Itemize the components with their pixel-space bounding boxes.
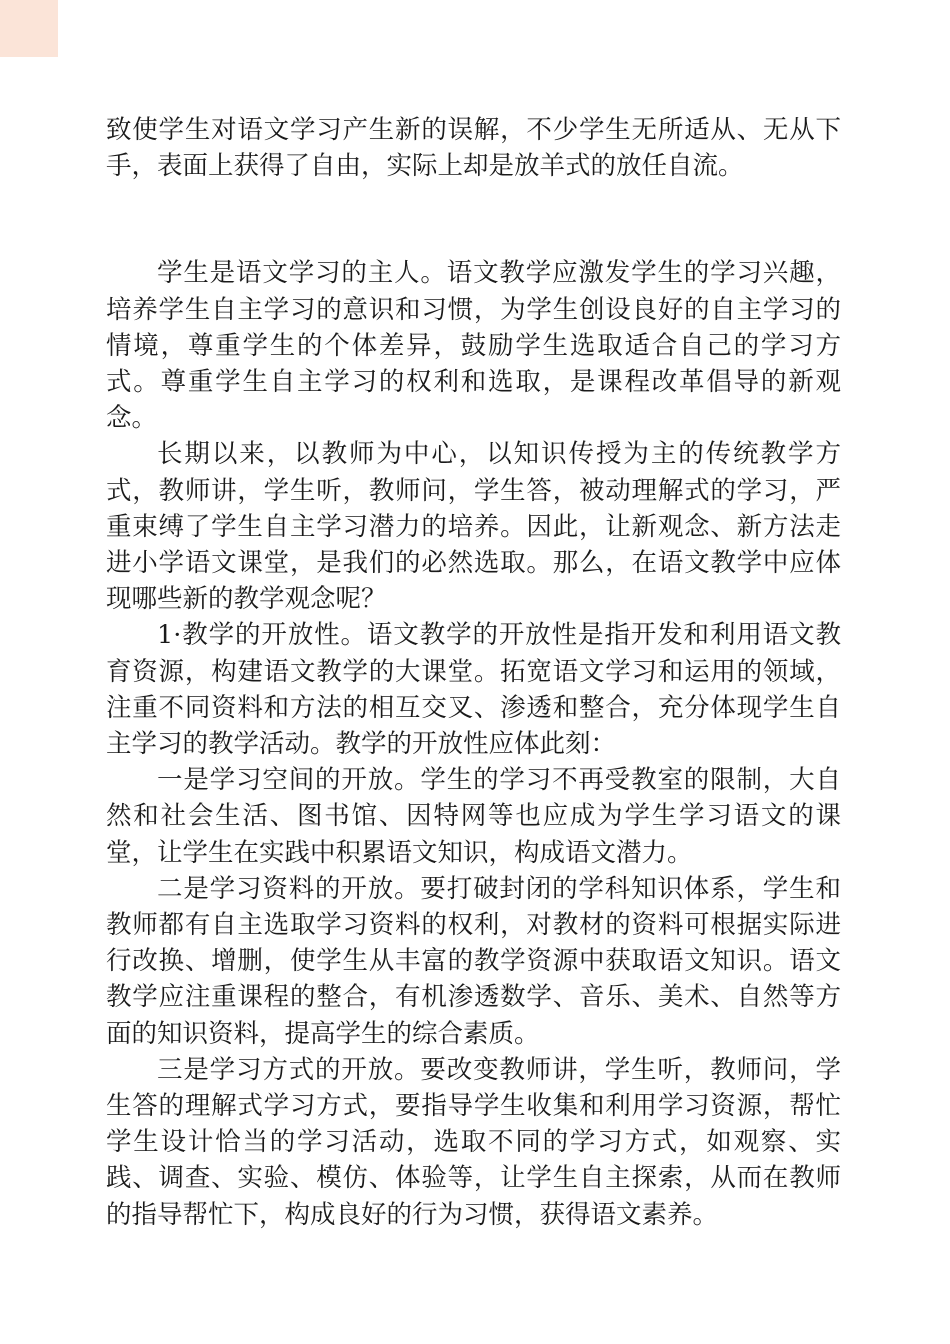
corner-decoration — [0, 0, 58, 57]
paragraph-continuation: 致使学生对语文学习产生新的误解，不少学生无所适从、无从下手，表面上获得了自由，实际上却是放羊式的放任自流。 — [106, 115, 841, 182]
document-body — [106, 112, 841, 1233]
paragraph-student-master: 学生是语文学习的主人。语文教学应激发学生的学习兴趣，培养学生自主学习的意识和习惯，为学生创设良好的自主学习的情境，尊重学生的个体差异，鼓励学生选取适合自己的学习方式。尊重学生自主学习的权利和选取，是课程改革倡导的新观念。 — [106, 258, 841, 434]
paragraph-open-space: 一是学习空间的开放。学生的学习不再受教室的限制，大自然和社会生活、图书馆、因特网等也应成为学生学习语文的课堂，让学生在实践中积累语文知识，构成语文潜力。 — [106, 765, 841, 868]
paragraph-gap — [106, 184, 841, 255]
paragraph-open-materials: 二是学习资料的开放。要打破封闭的学科知识体系，学生和教师都有自主选取学习资料的权利，对教材的资料可根据实际进行改换、增删，使学生从丰富的教学资源中获取语文知识。语文教学应注重课程的整合，有机渗透数学、音乐、美术、自然等方面的知识资料，提高学生的综合素质。 — [106, 873, 841, 1049]
paragraph-open-methods: 三是学习方式的开放。要改变教师讲，学生听，教师问，学生答的理解式学习方式，要指导学生收集和利用学习资源，帮忙学生设计恰当的学习活动，选取不同的学习方式，如观察、实践、调查、实验、模仿、体验等，让学生自主探索，从而在教师的指导帮忙下，构成良好的行为习惯，获得语文素养。 — [106, 1054, 841, 1230]
paragraph-openness: 1·教学的开放性。语文教学的开放性是指开发和利用语文教育资源，构建语文教学的大课堂。拓宽语文学习和运用的领域，注重不同资料和方法的相互交叉、渗透和整合，充分体现学生自主学习的教学活动。教学的开放性应体此刻： — [106, 620, 841, 760]
paragraph-traditional-teaching: 长期以来，以教师为中心，以知识传授为主的传统教学方式，教师讲，学生听，教师问，学生答，被动理解式的学习，严重束缚了学生自主学习潜力的培养。因此，让新观念、新方法走进小学语文课堂，是我们的必然选取。那么，在语文教学中应体现哪些新的教学观念呢？ — [106, 439, 841, 615]
